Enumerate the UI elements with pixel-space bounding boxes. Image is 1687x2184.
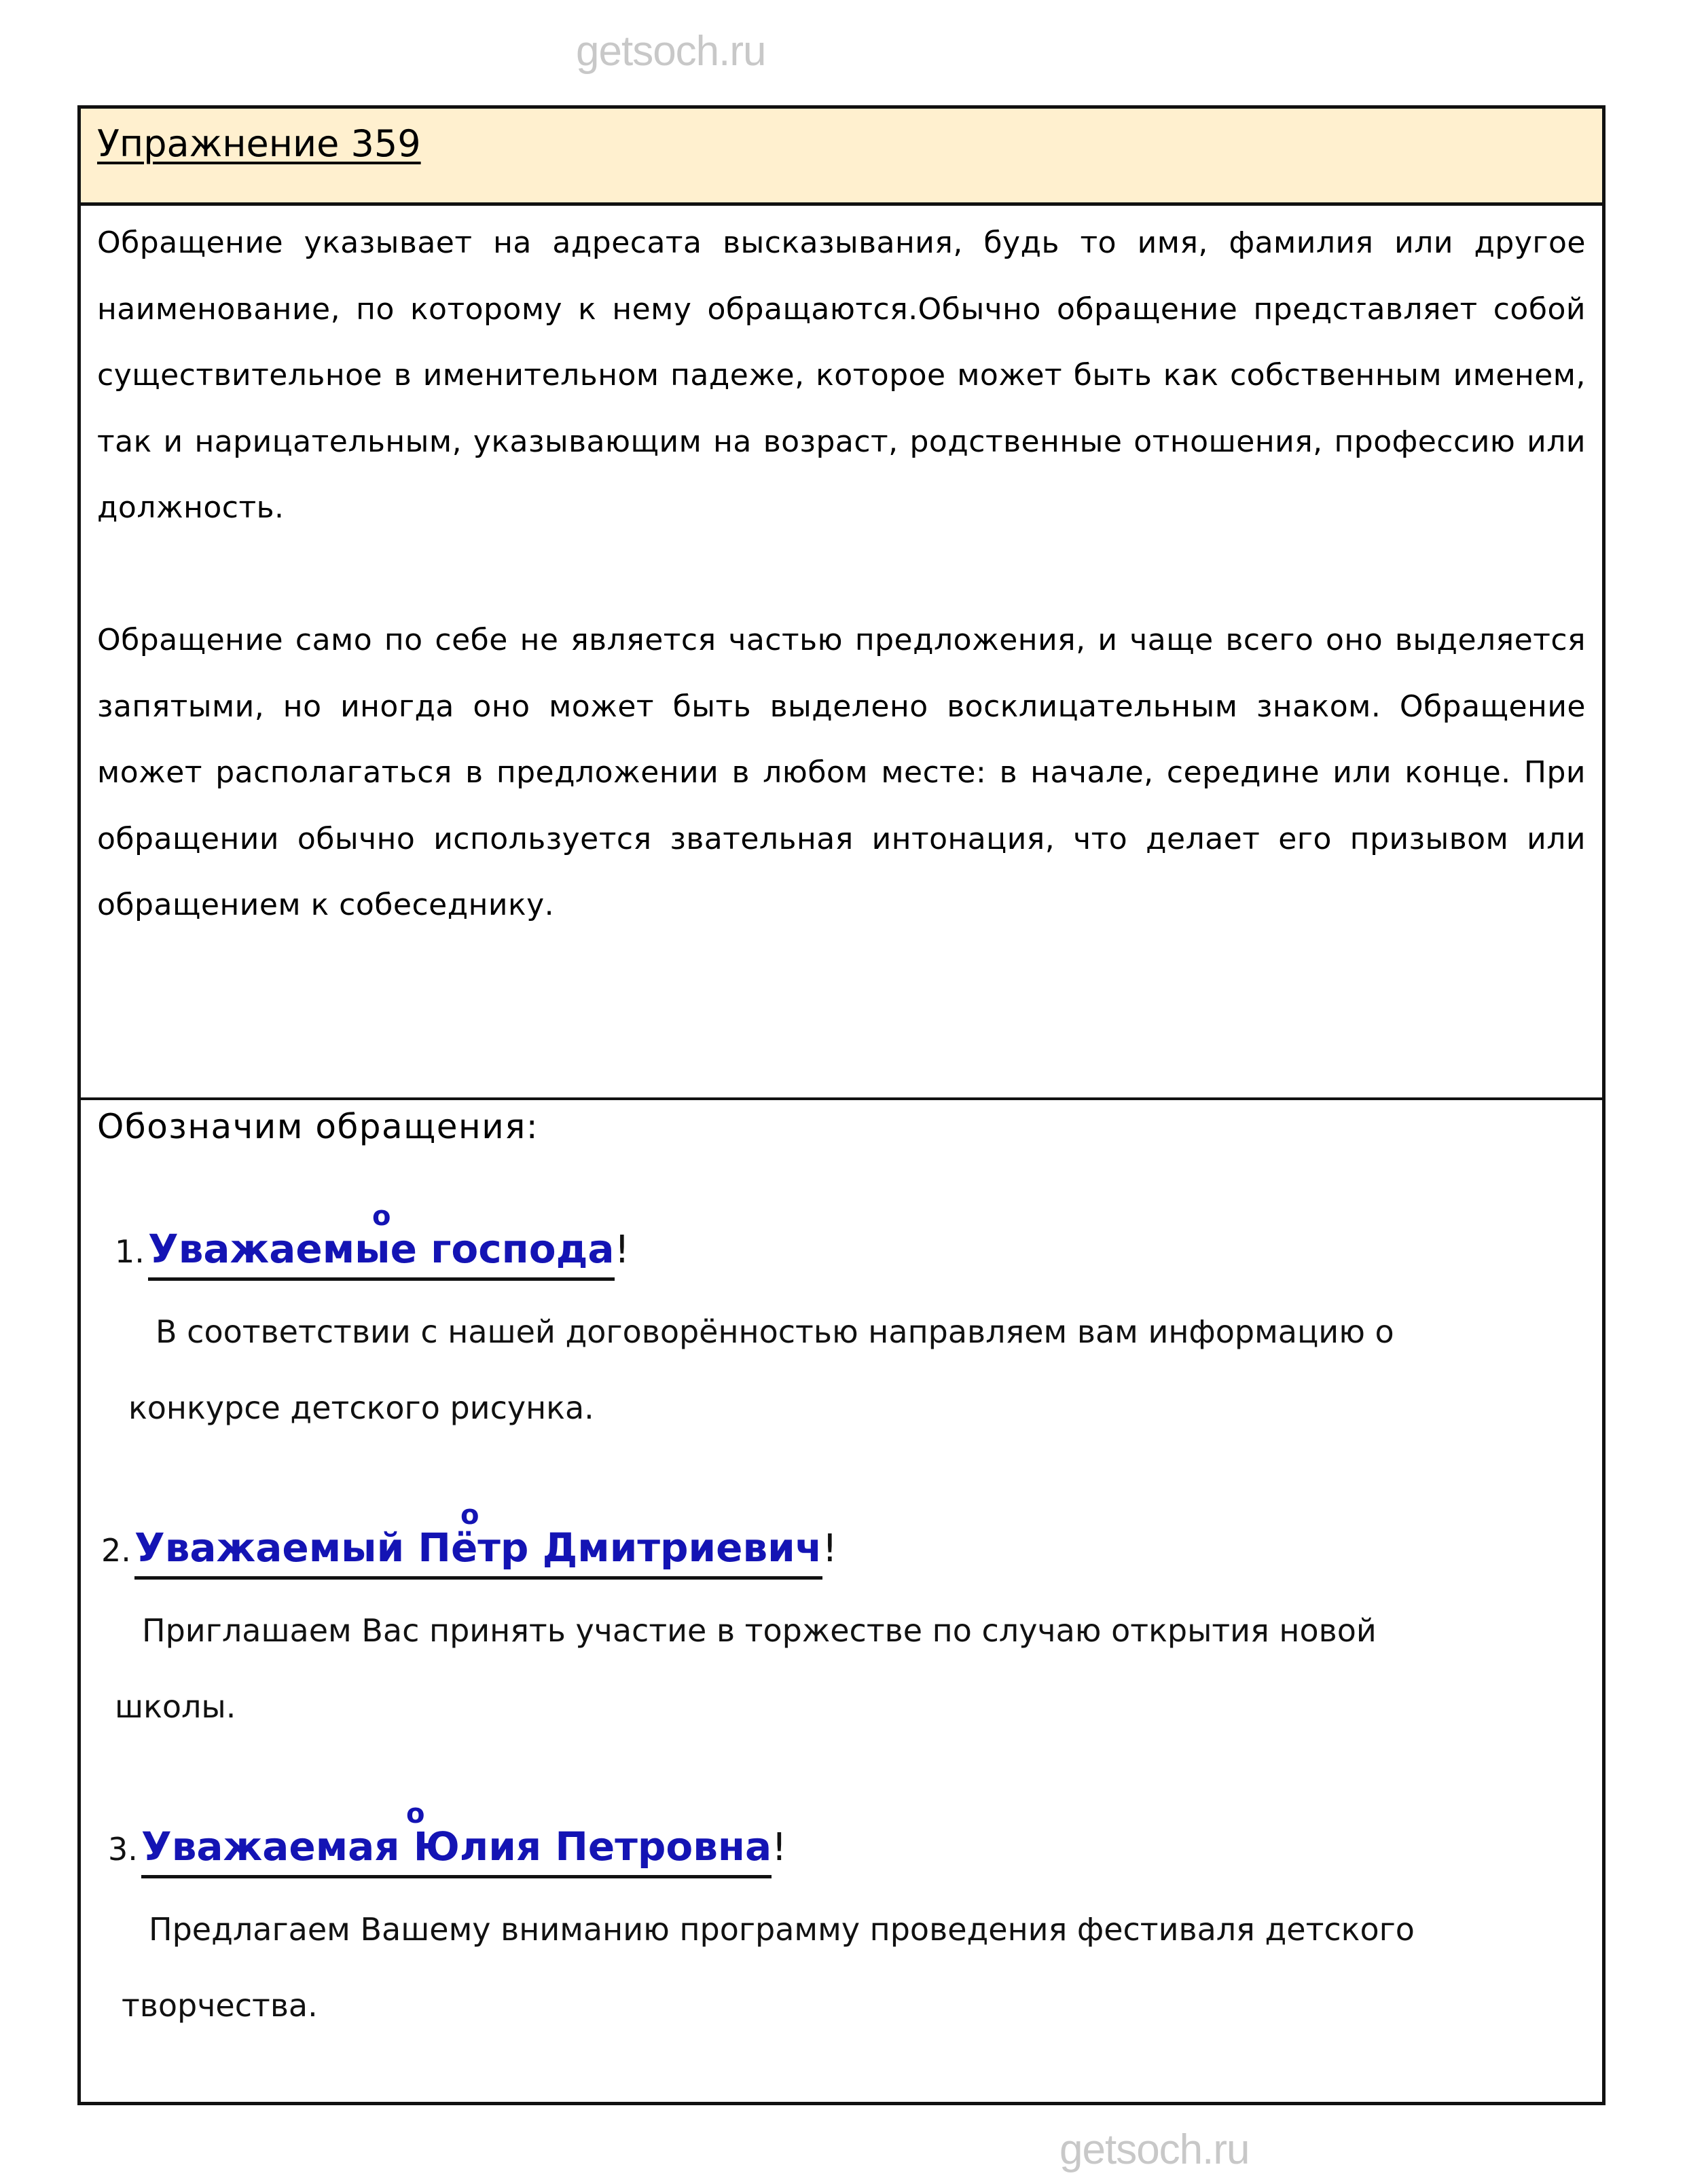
example-text-line: Предлагаем Вашему вниманию программу проведения фестиваля детского	[149, 1911, 1415, 1948]
address-mark-icon: о	[405, 1798, 425, 1830]
exercise-table	[77, 105, 1606, 2105]
theory-paragraph-1: Обращение указывает на адресата высказывания, будь то имя, фамилия или другое наименование, по которому к нему обращаются.Обычно обращение представляет собой существительное в именительном падеже, которое может быть как собственным именем, так и нарицательным, указывающим на возраст, родственные отношения, профессию или должность.	[97, 225, 1586, 525]
address-highlight	[147, 1201, 615, 1281]
address-text: Уважаемая Юлия Петровна	[141, 1823, 772, 1870]
example-text-line: Приглашаем Вас принять участие в торжестве по случаю открытия новой	[142, 1612, 1377, 1649]
example-text-line: школы.	[115, 1688, 236, 1725]
address-mark-icon: о	[371, 1201, 391, 1232]
example-text-line: конкурсе детского рисунка.	[128, 1389, 594, 1426]
example-text-line: В соответствии с нашей договорённостью направляем вам информацию о	[156, 1313, 1394, 1350]
address-text: Уважаемый Пётр Дмитриевич	[134, 1525, 822, 1571]
address-highlight	[134, 1499, 822, 1580]
example-text	[122, 1891, 1415, 2043]
examples-cell	[81, 1100, 1602, 2102]
example-number: 2.	[101, 1532, 131, 1569]
example-text	[115, 1592, 1377, 1745]
exercise-header	[81, 109, 1602, 206]
exclamation: !	[772, 1825, 787, 1870]
exclamation: !	[822, 1527, 838, 1571]
watermark: getsoch.ru	[576, 28, 766, 75]
example-item	[115, 1201, 630, 1281]
theory-cell	[81, 206, 1602, 1100]
example-text-line: творчества.	[122, 1987, 318, 2024]
theory-paragraph-2: Обращение само по себе не является частью предложения, и чаще всего оно выделяется запятыми, но иногда оно может быть выделено восклицательным знаком. Обращение может располагаться в предложении в любом месте: в начале, середине или конце. При обращении обычно используется звательная интонация, что делает его призывом или обращением к собеседнику.	[97, 623, 1586, 922]
example-item	[108, 1798, 787, 1878]
exercise-title[interactable]: Упражнение 359	[97, 122, 421, 165]
watermark: getsoch.ru	[1059, 2126, 1250, 2173]
address-text: Уважаемые господа	[147, 1226, 615, 1272]
examples-intro: Обозначим обращения:	[97, 1107, 539, 1146]
example-number: 3.	[108, 1831, 138, 1868]
address-highlight	[141, 1798, 772, 1878]
address-mark-icon: о	[460, 1499, 479, 1531]
exclamation: !	[614, 1228, 630, 1272]
example-item	[101, 1499, 838, 1580]
example-number: 1.	[115, 1233, 145, 1270]
example-text	[128, 1294, 1394, 1446]
